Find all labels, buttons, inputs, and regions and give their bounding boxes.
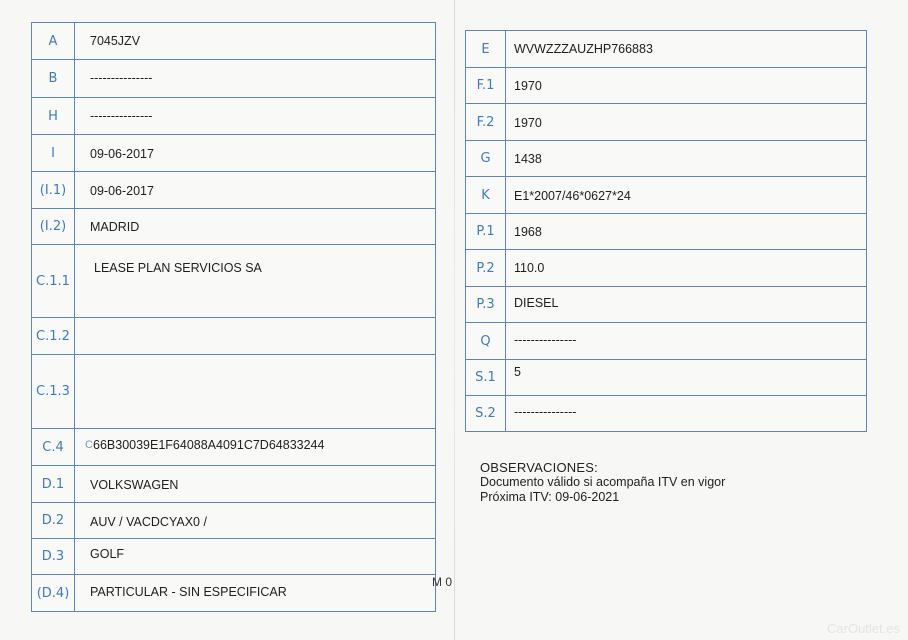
row-label: F.2 [466, 104, 506, 140]
row-prefix: C [85, 439, 93, 451]
row-f1 [466, 68, 866, 104]
row-i [32, 135, 435, 172]
row-i2 [32, 209, 435, 245]
row-label: Q [466, 323, 506, 359]
row-s1 [466, 360, 866, 396]
observations-line: Documento válido si acompaña ITV en vigor [480, 475, 726, 489]
row-b [32, 60, 435, 98]
page-fold [454, 0, 455, 640]
row-d4 [32, 575, 435, 611]
row-label: H [32, 98, 75, 134]
observations-line: Próxima ITV: 09-06-2021 [480, 490, 620, 504]
row-value: PARTICULAR - SIN ESPECIFICAR [90, 585, 287, 599]
row-label: (I.2) [32, 209, 75, 244]
row-value: 1968 [514, 225, 542, 239]
row-value: --------------- [514, 405, 577, 419]
row-i1 [32, 172, 435, 209]
row-value: 1438 [514, 152, 542, 166]
row-a [32, 23, 435, 60]
row-label: G [466, 141, 506, 176]
row-label: P.3 [466, 287, 506, 322]
row-label: C.4 [32, 429, 75, 465]
observations-title: OBSERVACIONES: [480, 460, 598, 475]
row-label: P.1 [466, 214, 506, 249]
row-p3 [466, 287, 866, 323]
row-c12 [32, 318, 435, 355]
row-d3 [32, 539, 435, 575]
row-label: C.1.3 [32, 355, 75, 428]
row-h [32, 98, 435, 135]
row-value: --------------- [90, 109, 153, 123]
side-mark: M 0 [432, 575, 453, 589]
row-label: C.1.2 [32, 318, 75, 354]
row-value: 1970 [514, 79, 542, 93]
row-s2 [466, 396, 866, 431]
row-label: C.1.1 [32, 245, 75, 317]
row-value: 7045JZV [90, 34, 141, 48]
row-value: MADRID [90, 220, 140, 234]
row-label: D.1 [32, 466, 75, 502]
row-value: LEASE PLAN SERVICIOS SA [94, 261, 262, 275]
row-label: S.2 [466, 396, 506, 431]
row-value: E1*2007/46*0627*24 [514, 189, 631, 203]
watermark: CarOutlet.es [827, 621, 900, 636]
row-label: A [32, 23, 75, 59]
row-label: E [466, 31, 506, 67]
row-d2 [32, 503, 435, 539]
row-value: AUV / VACDCYAX0 / [90, 515, 207, 529]
row-value: VOLKSWAGEN [90, 478, 179, 492]
row-value: GOLF [90, 547, 125, 561]
row-value: DIESEL [514, 296, 559, 310]
row-p1 [466, 214, 866, 250]
row-label: (I.1) [32, 172, 75, 208]
row-f2 [466, 104, 866, 141]
left-registration-table [31, 22, 436, 612]
row-d1 [32, 466, 435, 503]
row-label: D.3 [32, 539, 75, 574]
row-value: WVWZZZAUZHP766883 [514, 42, 653, 56]
row-label: I [32, 135, 75, 171]
row-p2 [466, 250, 866, 287]
row-e [466, 31, 866, 68]
right-registration-table [465, 30, 867, 432]
row-value: 5 [514, 365, 521, 379]
row-label: D.2 [32, 503, 75, 538]
row-value: 09-06-2017 [90, 184, 154, 198]
row-label: K [466, 177, 506, 213]
row-c13 [32, 355, 435, 429]
row-c4 [32, 429, 435, 466]
row-value: --------------- [514, 333, 577, 347]
row-q [466, 323, 866, 360]
row-label: P.2 [466, 250, 506, 286]
row-value: 66B30039E1F64088A4091C7D64833244 [93, 438, 325, 452]
row-g [466, 141, 866, 177]
row-label: (D.4) [32, 575, 75, 611]
row-value: 1970 [514, 116, 542, 130]
row-value: 09-06-2017 [90, 147, 154, 161]
row-label: S.1 [466, 360, 506, 395]
observations-block [480, 460, 725, 505]
row-c11 [32, 245, 435, 318]
row-label: B [32, 60, 75, 97]
row-label: F.1 [466, 68, 506, 103]
row-k [466, 177, 866, 214]
row-value: 110.0 [514, 261, 545, 275]
row-value: --------------- [90, 71, 153, 85]
